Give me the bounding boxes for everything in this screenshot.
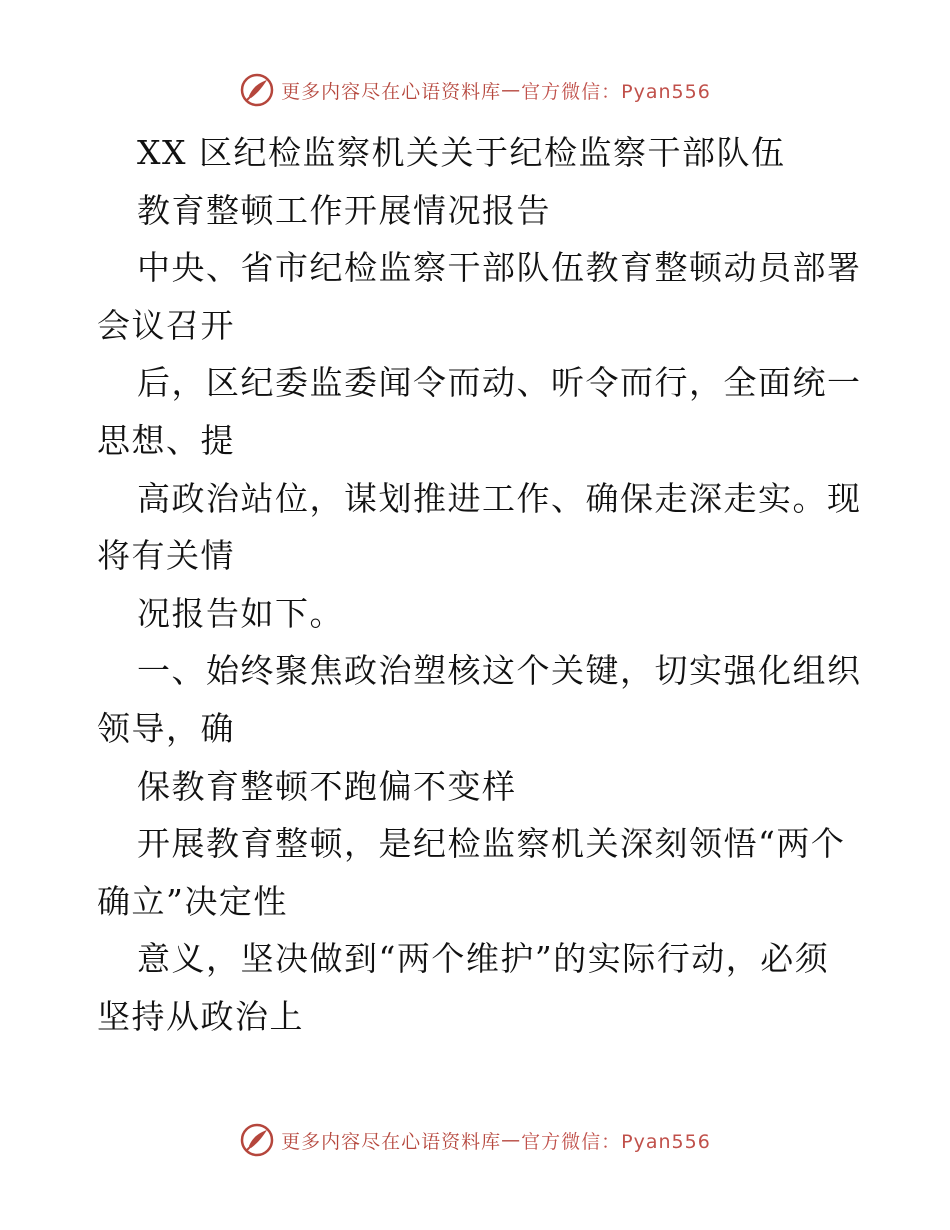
document-line: 会议召开 [97, 305, 235, 345]
watermark-brand-text: 更多内容尽在心语资料库 [281, 80, 502, 103]
document-line: 将有关情 [97, 536, 235, 576]
document-line: 中央、省市纪检监察干部队伍教育整顿动员部署 [137, 248, 862, 288]
document-line: 高政治站位，谋划推进工作、确保走深走实。现 [137, 478, 862, 518]
document-line: 保教育整顿不跑偏不变样 [137, 766, 517, 806]
watermark-brand-text: 更多内容尽在心语资料库 [281, 1130, 502, 1153]
document-line: 领导，确 [97, 708, 235, 748]
document-line: 教育整顿工作开展情况报告 [137, 190, 551, 230]
document-line: 坚持从政治上 [97, 996, 304, 1036]
document-line: 意义，坚决做到“两个维护”的实际行动，必须 [137, 939, 830, 979]
document-line: 确立”决定性 [97, 881, 288, 921]
document-line: 开展教育整顿，是纪检监察机关深刻领悟“两个 [137, 824, 846, 864]
document-line: 况报告如下。 [137, 593, 344, 633]
header-watermark [0, 72, 950, 108]
footer-watermark [0, 1122, 950, 1158]
watermark-separator: — [501, 1129, 522, 1151]
quill-logo-icon [239, 72, 275, 108]
watermark-wechat-text: 官方微信：Pyan556 [521, 1130, 711, 1153]
document-line: 一、始终聚焦政治塑核这个关键，切实强化组织 [137, 651, 862, 691]
document-line: XX 区纪检监察机关关于纪检监察干部队伍 [137, 133, 786, 172]
document-line: 后，区纪委监委闻令而动、听令而行，全面统一 [137, 363, 862, 403]
quill-logo-icon [239, 1122, 275, 1158]
watermark-wechat-text: 官方微信：Pyan556 [521, 80, 711, 103]
document-body [97, 124, 862, 1046]
document-line: 思想、提 [97, 420, 235, 460]
watermark-separator: — [501, 79, 522, 101]
